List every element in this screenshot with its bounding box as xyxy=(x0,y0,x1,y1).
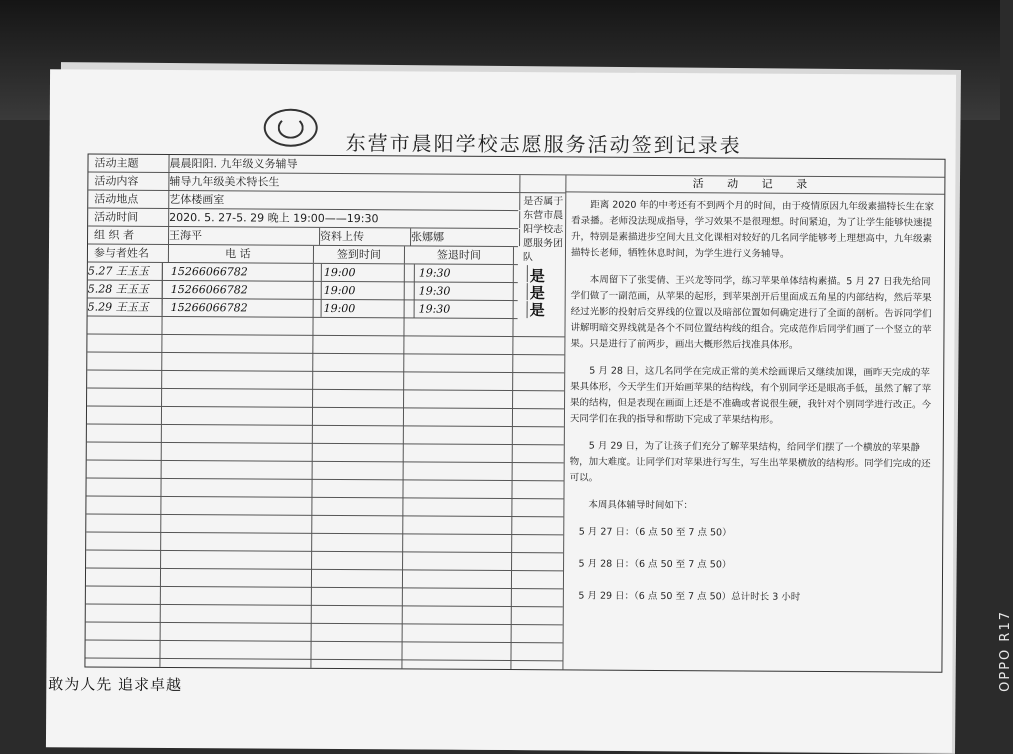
sign-in-time: 19:00 xyxy=(314,282,415,300)
participant-phone: 15266066782 xyxy=(163,263,322,281)
camera-watermark: OPPO R17 xyxy=(998,610,1013,692)
topic-value: 晨晨阳阳. 九年级义务辅导 xyxy=(169,156,298,171)
col-signin-header: 签到时间 xyxy=(314,246,405,264)
participant-name: 5.29 王玉玉 xyxy=(88,298,163,315)
school-motto: 敢为人先 追求卓越 xyxy=(48,675,183,695)
sign-in-time: 19:00 xyxy=(314,300,415,318)
membership-answer: 是 xyxy=(529,284,545,303)
sign-out-time: 19:30 xyxy=(405,282,528,300)
col-signout-header: 签退时间 xyxy=(405,246,514,264)
team-membership-question: 是否属于东营市晨阳学校志愿服务团队 xyxy=(522,196,564,264)
record-paragraph: 本周具体辅导时间如下： xyxy=(588,499,693,512)
record-paragraph: 本周留下了张雯倩、王兴龙等同学，练习苹果单体结构素描。5 月 27 日我先给同学们做了一副范画，从苹果的起形，到苹果剖开后里面成五角星的内部结构，然后苹果经过光影的投射后交界线的位置以及暗部位置如何确定进行了全面的剖析。告诉同学们讲解明暗交界线就是各个不同位置结构线的组合。完成范作后同学们画了一个竖立的苹果。只是进行了前两步，画出大概形然后找准具体形。 xyxy=(570,274,932,351)
content-value: 辅导九年级美术特长生 xyxy=(163,173,520,192)
organizer-value: 王海平 xyxy=(163,227,320,245)
participant-phone: 15266066782 xyxy=(163,299,322,317)
sign-out-time: 19:30 xyxy=(405,300,528,318)
activity-record xyxy=(568,197,937,659)
schedule-item: 5 月 28 日：（6 点 50 至 7 点 50） xyxy=(578,558,732,571)
schedule-item: 5 月 27 日：（6 点 50 至 7 点 50） xyxy=(578,526,732,539)
activity-record-heading: 活 动 记 录 xyxy=(565,174,944,194)
empty-table-row xyxy=(85,640,562,661)
uploader-value: 张娜娜 xyxy=(405,228,520,246)
membership-answer: 是 xyxy=(529,301,545,320)
sign-in-time: 19:00 xyxy=(314,264,415,282)
time-value: 2020. 5. 27-5. 29 晚上 19:00——19:30 xyxy=(163,209,520,228)
school-logo-icon xyxy=(264,109,318,147)
sign-in-table xyxy=(84,153,945,672)
topic-label: 活动主题 xyxy=(88,154,169,171)
membership-answer: 是 xyxy=(529,267,545,286)
page-title: 东营市晨阳学校志愿服务活动签到记录表 xyxy=(345,131,742,158)
col-name-header: 参与者姓名 xyxy=(88,244,169,261)
schedule-item: 5 月 29 日：（6 点 50 至 7 点 50）总计时长 3 小时 xyxy=(578,590,801,603)
record-paragraph: 距离 2020 年的中考还有不到两个月的时间，由于疫情原因九年级素描特长生在家看录播。老师没法现成指导，学习效果不是很理想。时间紧迫，为了让学生能够快速提升，特别是素描进步空间大且文化课相对较好的几名同学能够考上理想高中，九年级素描特长老师，牺牲休息时间，为学生进行义务辅导。 xyxy=(570,199,935,260)
participant-name: 5.27 王玉玉 xyxy=(88,262,163,279)
organizer-label: 组 织 者 xyxy=(88,226,169,243)
sign-out-time: 19:30 xyxy=(405,264,528,282)
record-paragraph: 5 月 29 日，为了让孩子们充分了解苹果结构，给同学们摆了一个横放的苹果静物，加大难度。让同学们对苹果进行写生，写生出苹果横放的结构形。同学们完成的还可以。 xyxy=(569,440,931,484)
place-label: 活动地点 xyxy=(88,190,169,207)
paper-sheet xyxy=(46,69,956,753)
participant-phone: 15266066782 xyxy=(163,281,322,299)
col-phone-header: 电 话 xyxy=(163,245,314,263)
upload-label: 资料上传 xyxy=(314,228,411,246)
record-paragraph: 5 月 28 日，这几名同学在完成正常的美术绘画课后又继续加课，画昨天完成的苹果具体形，今天学生们开始画苹果的结构线，有个别同学还是眼高手低，虽然了解了苹果的结构，但是表现在画面上还是不准确或者说很生硬，我针对个别同学进行改正。今天同学们在我的指导和帮助下完成了苹果结构形。 xyxy=(569,365,932,426)
content-label: 活动内容 xyxy=(88,172,169,189)
time-label: 活动时间 xyxy=(88,208,169,225)
participant-name: 5.28 王玉玉 xyxy=(88,280,163,297)
place-value: 艺体楼画室 xyxy=(163,191,520,210)
